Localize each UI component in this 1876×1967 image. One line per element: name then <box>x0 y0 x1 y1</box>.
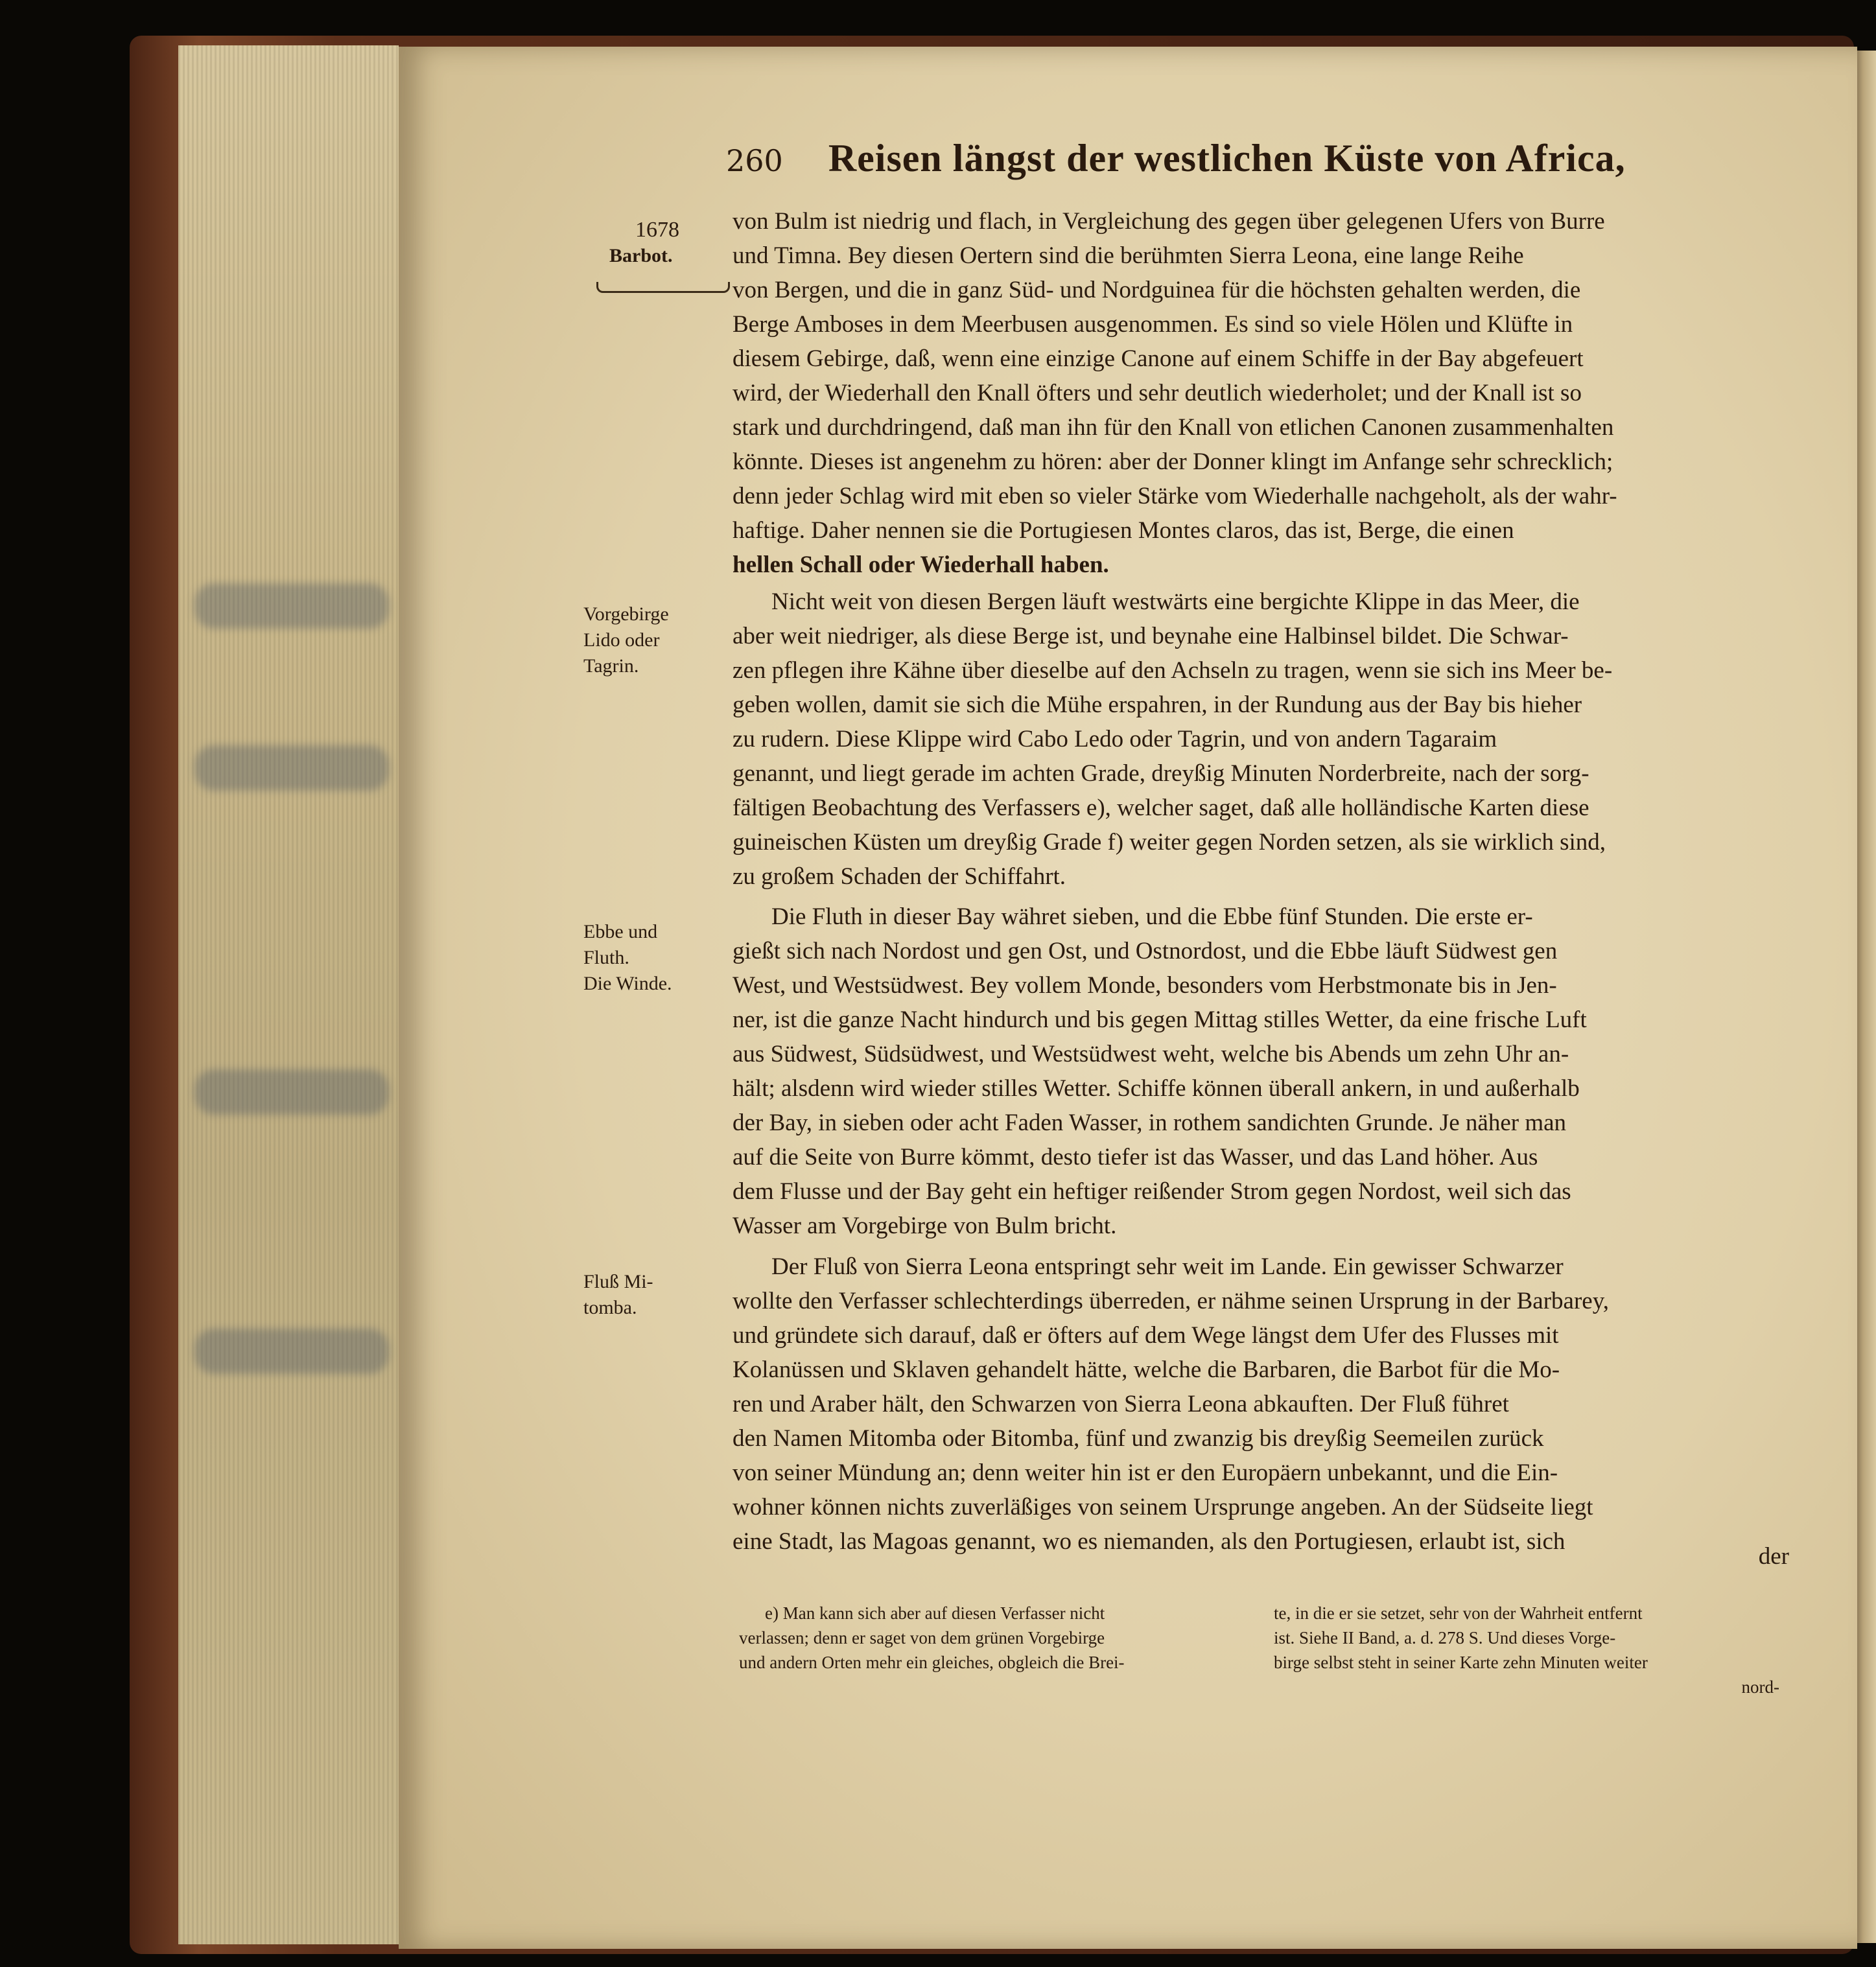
text-line: haftige. Daher nennen sie die Portugiesen Montes claros, das ist, Berge, die einen <box>733 517 1514 544</box>
paragraph-3 <box>733 900 1789 1243</box>
text-line: dem Flusse und der Bay geht ein heftiger reißender Strom gegen Nordost, weil sich das <box>733 1178 1571 1205</box>
edge-stain <box>194 1069 389 1115</box>
text-line: diesem Gebirge, daß, wenn eine einzige Canone auf einem Schiffe in der Bay abgefeuert <box>733 345 1584 372</box>
text-line: fältigen Beobachtung des Verfassers e), welcher saget, daß alle holländische Karten diese <box>733 795 1589 821</box>
text-line: guineischen Küsten um dreyßig Grade f) weiter gegen Norden setzen, als sie wirklich sind, <box>733 829 1606 855</box>
text-line: wollte den Verfasser schlechterdings überreden, er nähme seinen Ursprung in der Barbarey, <box>733 1288 1610 1314</box>
text-line: aber weit niedriger, als diese Berge ist, und beynahe eine Halbinsel bildet. Die Schwar- <box>733 623 1569 649</box>
margin-year-author <box>583 217 733 269</box>
paragraph-1 <box>733 204 1789 582</box>
text-line: Wasser am Vorgebirge von Bulm bricht. <box>733 1213 1117 1239</box>
text-line: auf die Seite von Burre kömmt, desto tiefer ist das Wasser, und das Land höher. Aus <box>733 1144 1538 1170</box>
margin-note-line: Lido oder <box>583 629 660 651</box>
text-line: und gründete sich darauf, daß er öfters auf dem Wege längst dem Ufer des Flusses mit <box>733 1322 1559 1349</box>
text-line: hellen Schall oder Wiederhall haben. <box>733 552 1109 578</box>
footnote-right-column <box>1274 1601 1792 1699</box>
footnote-line: birge selbst steht in seiner Karte zehn Minuten weiter <box>1274 1653 1648 1672</box>
text-line: Nicht weit von diesen Bergen läuft westwärts eine bergichte Klippe in das Meer, die <box>771 588 1580 615</box>
text-line: aus Südwest, Südsüdwest, und Westsüdwest weht, welche bis Abends um zehn Uhr an- <box>733 1041 1569 1067</box>
footnote-line: verlassen; denn er saget von dem grünen Vorgebirge <box>739 1628 1105 1647</box>
text-line: Kolanüssen und Sklaven gehandelt hätte, welche die Barbaren, die Barbot für die Mo- <box>733 1356 1560 1383</box>
edge-stain <box>194 1329 389 1374</box>
text-line: wohner können nichts zuverläßiges von seinem Ursprunge angeben. An der Südseite liegt <box>733 1494 1593 1520</box>
margin-note-cape <box>583 601 733 679</box>
text-line: gießt sich nach Nordost und gen Ost, und Ostnordost, und die Ebbe läuft Südwest gen <box>733 938 1558 964</box>
margin-note-line: tomba. <box>583 1297 637 1318</box>
margin-author: Barbot. <box>609 245 673 266</box>
text-line: von Bulm ist niedrig und flach, in Vergleichung des gegen über gelegenen Ufers von Burre <box>733 208 1605 235</box>
text-line: von Bergen, und die in ganz Süd- und Nordguinea für die höchsten gehalten werden, die <box>733 277 1581 303</box>
text-line: von seiner Mündung an; denn weiter hin ist er den Europäern unbekannt, und die Ein- <box>733 1460 1558 1486</box>
margin-note-line: Tagrin. <box>583 655 639 677</box>
footnote-line: te, in die er sie setzet, sehr von der Wahrheit entfernt <box>1274 1603 1643 1623</box>
margin-note-line: Fluth. <box>583 947 629 968</box>
text-line: eine Stadt, las Magoas genannt, wo es niemanden, als den Portugiesen, erlaubt ist, sich <box>733 1528 1565 1555</box>
text-line: könnte. Dieses ist angenehm zu hören: aber der Donner klingt im Anfange sehr schrecklich; <box>733 448 1613 475</box>
text-line: Berge Amboses in dem Meerbusen ausgenommen. Es sind so viele Hölen und Klüfte in <box>733 311 1573 338</box>
footnote-line: ist. Siehe II Band, a. d. 278 S. Und dieses Vorge- <box>1274 1628 1616 1647</box>
margin-note-line: Die Winde. <box>583 973 672 994</box>
footnote-line: e) Man kann sich aber auf diesen Verfasser nicht <box>765 1603 1105 1623</box>
text-line: den Namen Mitomba oder Bitomba, fünf und zwanzig bis dreyßig Seemeilen zurück <box>733 1425 1544 1452</box>
text-line: ner, ist die ganze Nacht hindurch und bis gegen Mittag stilles Wetter, da eine frische Luft <box>733 1007 1587 1033</box>
text-line: Der Fluß von Sierra Leona entspringt sehr weit im Lande. Ein gewisser Schwarzer <box>771 1253 1564 1280</box>
text-line: Die Fluth in dieser Bay währet sieben, und die Ebbe fünf Stunden. Die erste er- <box>771 903 1533 930</box>
paragraph-2 <box>733 585 1789 894</box>
text-line: stark und durchdringend, daß man ihn für den Knall von etlichen Canonen zusammenhalten <box>733 414 1614 441</box>
text-line: genannt, und liegt gerade im achten Grade, dreyßig Minuten Norderbreite, nach der sorg- <box>733 760 1589 787</box>
text-line: und Timna. Bey diesen Oertern sind die berühmten Sierra Leona, eine lange Reihe <box>733 242 1524 269</box>
text-line: geben wollen, damit sie sich die Mühe erspahren, in der Rundung aus der Bay bis hieher <box>733 692 1582 718</box>
text-line: West, und Westsüdwest. Bey vollem Monde, besonders vom Herbstmonate bis in Jen- <box>733 972 1557 999</box>
margin-note-line: Fluß Mi- <box>583 1271 653 1292</box>
page-number: 260 <box>726 143 783 178</box>
margin-year: 1678 <box>635 218 679 242</box>
margin-brace <box>596 282 730 293</box>
text-line: ren und Araber hält, den Schwarzen von Sierra Leona abkauften. Der Fluß führet <box>733 1391 1509 1417</box>
margin-note-river <box>583 1269 733 1321</box>
paragraph-4 <box>733 1250 1789 1559</box>
margin-note-tides <box>583 919 733 997</box>
text-line: zen pflegen ihre Kähne über dieselbe auf den Achseln zu tragen, wenn sie sich ins Meer be- <box>733 657 1613 684</box>
footnote-left-column <box>739 1601 1258 1675</box>
page-header <box>726 136 1796 194</box>
text-line: denn jeder Schlag wird mit eben so vieler Stärke vom Wiederhalle nachgeholt, als der wahr- <box>733 483 1617 509</box>
footnote-line: nord- <box>1741 1677 1779 1697</box>
text-line: der Bay, in sieben oder acht Faden Wasser, in rothem sandichten Grunde. Je näher man <box>733 1110 1567 1136</box>
page-edges <box>178 45 399 1944</box>
catchword: der <box>1758 1543 1789 1570</box>
margin-note-line: Vorgebirge <box>583 603 669 625</box>
text-line: wird, der Wiederhall den Knall öfters und sehr deutlich wiederholet; und der Knall ist so <box>733 380 1582 406</box>
footnote-line: und andern Orten mehr ein gleiches, obgleich die Brei- <box>739 1653 1125 1672</box>
text-line: zu rudern. Diese Klippe wird Cabo Ledo oder Tagrin, und von andern Tagaraim <box>733 726 1497 752</box>
running-title: Reisen längst der westlichen Küste von Africa, <box>828 137 1626 180</box>
text-line: zu großem Schaden der Schiffahrt. <box>733 863 1066 890</box>
edge-stain <box>194 583 389 629</box>
text-line: hält; alsdenn wird wieder stilles Wetter. Schiffe können überall ankern, in und außerhalb <box>733 1075 1580 1102</box>
margin-note-line: Ebbe und <box>583 921 658 942</box>
edge-stain <box>194 745 389 791</box>
